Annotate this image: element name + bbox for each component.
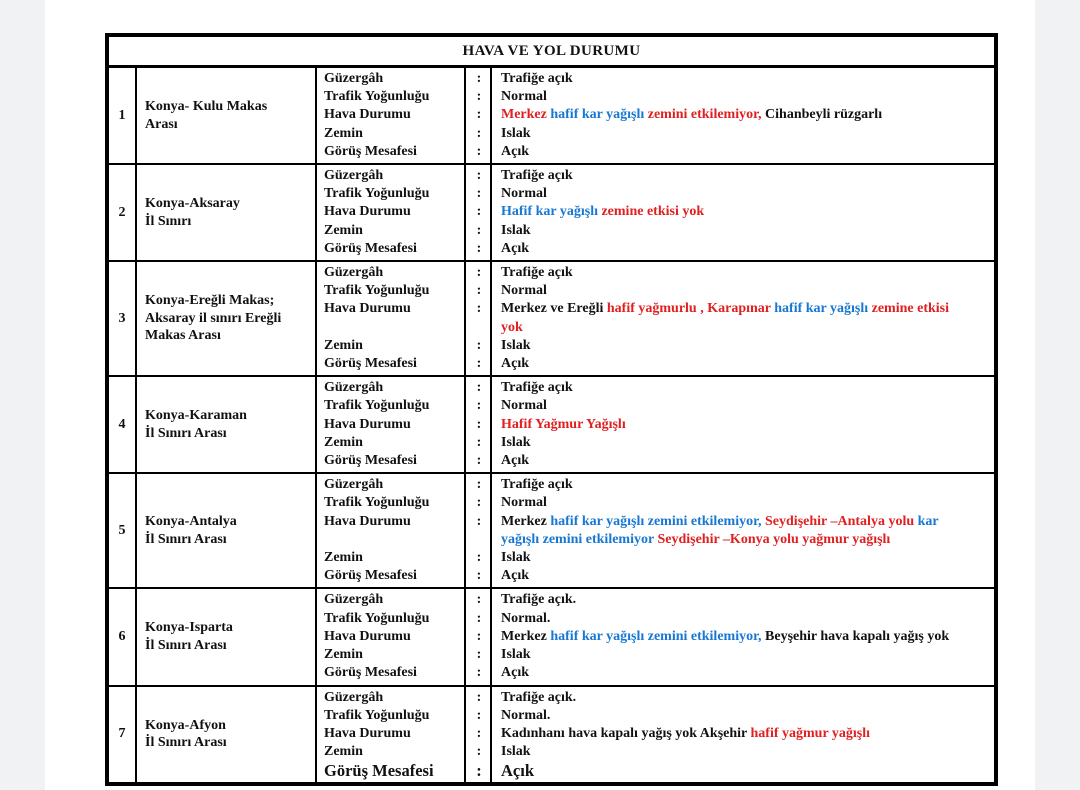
value-segment: Hafif Yağmur Yağışlı (501, 416, 626, 432)
detail-label: Hava Durumu (324, 204, 411, 220)
detail-value (492, 549, 994, 567)
colon-separator: : (476, 240, 482, 256)
route-name-line: İl Sınırı (145, 213, 192, 229)
detail-line (317, 337, 994, 355)
detail-line (317, 70, 994, 88)
route-name-line: Aksaray il sınırı Ereğli (145, 310, 282, 326)
row-number: 2 (109, 165, 137, 260)
value-segment: Normal (501, 186, 547, 202)
detail-value (492, 222, 994, 240)
detail-value (492, 106, 994, 124)
column-divider (464, 68, 466, 163)
detail-label: Güzergâh (324, 71, 384, 86)
detail-value (492, 761, 994, 780)
detail-value (492, 707, 994, 725)
detail-label: Görüş Mesafesi (324, 761, 434, 781)
detail-value (492, 88, 994, 106)
weather-road-table (105, 33, 998, 786)
column-divider (490, 474, 492, 587)
value-segment: Islak (501, 550, 531, 566)
colon-separator: : (476, 707, 482, 723)
value-segment: Açık (501, 240, 529, 256)
route-name-line: Konya-Karaman (145, 408, 247, 424)
column-divider (464, 474, 466, 587)
detail-value (492, 337, 994, 355)
value-segment: Açık (501, 143, 529, 159)
detail-value (492, 476, 994, 494)
detail-label: Güzergâh (324, 265, 384, 281)
colon-separator: : (476, 71, 482, 86)
column-divider (490, 589, 492, 684)
colon-separator: : (476, 89, 482, 105)
colon-separator: : (476, 265, 482, 281)
detail-line (317, 707, 994, 725)
value-segment: Açık (501, 761, 534, 781)
value-segment: Merkez ve Ereğli (501, 301, 607, 317)
value-segment: Trafiğe açık (501, 380, 573, 396)
route-name (137, 165, 317, 260)
value-segment: Trafiğe açık (501, 265, 573, 281)
detail-line (317, 397, 994, 415)
detail-value (492, 646, 994, 664)
colon-separator: : (476, 398, 482, 414)
detail-label: Güzergâh (324, 168, 384, 184)
detail-line (317, 167, 994, 185)
detail-label: Zemin (324, 550, 363, 566)
detail-line (317, 106, 994, 124)
column-divider (464, 589, 466, 684)
route-name-line: İl Sınırı Arası (145, 425, 227, 441)
colon-separator: : (476, 107, 482, 123)
route-name-line: İl Sınırı Arası (145, 735, 227, 751)
detail-line (317, 761, 994, 780)
document-page (45, 0, 1035, 790)
value-segment: Normal. (501, 707, 551, 723)
value-segment: yok (501, 319, 523, 335)
table-row (109, 68, 994, 165)
detail-label: Güzergâh (324, 477, 384, 493)
detail-line (317, 567, 994, 585)
detail-label: Hava Durumu (324, 725, 411, 741)
detail-value (492, 264, 994, 282)
value-segment: hafif kar yağışlı (774, 301, 872, 317)
route-name-line: İl Sınırı Arası (145, 531, 227, 547)
column-divider (464, 377, 466, 472)
detail-value (492, 300, 994, 336)
route-name-line: Konya-Afyon (145, 717, 226, 733)
detail-line (317, 282, 994, 300)
detail-value (492, 725, 994, 743)
detail-label: Güzergâh (324, 689, 384, 705)
route-name-line: Konya-Ereğli Makas; (145, 293, 275, 309)
detail-line (317, 240, 994, 258)
colon-separator: : (476, 665, 482, 681)
detail-line (317, 452, 994, 470)
table-row (109, 262, 994, 377)
detail-value (492, 434, 994, 452)
value-segment: Merkez (501, 628, 551, 644)
row-details (317, 687, 994, 783)
row-number: 7 (109, 687, 137, 783)
detail-label: Zemin (324, 647, 363, 663)
detail-label: Hava Durumu (324, 416, 411, 432)
detail-value (492, 513, 994, 549)
column-divider (464, 262, 466, 375)
value-segment: hafif yağmur yağışlı (750, 725, 871, 741)
detail-value (492, 743, 994, 761)
table-title: HAVA VE YOL DURUMU (109, 37, 994, 68)
colon-separator: : (476, 647, 482, 663)
detail-value (492, 628, 994, 646)
detail-value (492, 185, 994, 203)
value-segment: Seydişehir –Antalya yolu (761, 513, 918, 529)
colon-separator: : (476, 283, 482, 299)
colon-separator: : (476, 434, 482, 450)
row-number: 6 (109, 589, 137, 684)
detail-value (492, 355, 994, 373)
row-number: 4 (109, 377, 137, 472)
colon-separator: : (476, 495, 482, 511)
column-divider (464, 687, 466, 783)
row-number: 3 (109, 262, 137, 375)
detail-label: Görüş Mesafesi (324, 453, 417, 469)
detail-label: Zemin (324, 434, 363, 450)
detail-line (317, 416, 994, 434)
detail-label: Görüş Mesafesi (324, 665, 417, 681)
detail-label: Zemin (324, 337, 363, 353)
detail-value (492, 240, 994, 258)
value-segment: Islak (501, 744, 531, 760)
route-name (137, 687, 317, 783)
value-segment: Islak (501, 434, 531, 450)
colon-separator: : (476, 761, 482, 781)
colon-separator: : (476, 725, 482, 741)
detail-line (317, 591, 994, 609)
table-row (109, 474, 994, 589)
detail-line (317, 689, 994, 707)
detail-value (492, 143, 994, 161)
colon-separator: : (476, 744, 482, 760)
value-segment: hafif kar yağışlı zemini etkilemiyor, (550, 513, 762, 529)
detail-label: Görüş Mesafesi (324, 356, 417, 372)
value-segment: Hafif kar yağışlı (501, 204, 602, 220)
value-segment: Normal (501, 89, 547, 105)
detail-line (317, 646, 994, 664)
value-segment: Merkez (501, 107, 551, 123)
detail-line (317, 125, 994, 143)
colon-separator: : (476, 301, 482, 317)
detail-line (317, 725, 994, 743)
row-details (317, 474, 994, 587)
detail-line (317, 434, 994, 452)
detail-value (492, 452, 994, 470)
detail-line (317, 379, 994, 397)
route-name-line: Konya-Antalya (145, 514, 237, 530)
value-segment: Açık (501, 453, 529, 469)
row-details (317, 377, 994, 472)
table-row (109, 589, 994, 686)
detail-line (317, 222, 994, 240)
row-details (317, 68, 994, 163)
column-divider (490, 68, 492, 163)
detail-line (317, 355, 994, 373)
detail-label: Zemin (324, 125, 363, 141)
value-segment: zemine etkisi (871, 301, 949, 317)
colon-separator: : (476, 356, 482, 372)
value-segment: Trafiğe açık (501, 71, 573, 86)
table-row (109, 165, 994, 262)
detail-label: Hava Durumu (324, 301, 411, 317)
row-number: 1 (109, 68, 137, 163)
value-segment: Merkez (501, 513, 551, 529)
detail-value (492, 282, 994, 300)
detail-value (492, 397, 994, 415)
row-details (317, 589, 994, 684)
route-name (137, 474, 317, 587)
route-name-line: Konya-Isparta (145, 620, 233, 636)
detail-value (492, 567, 994, 585)
detail-line (317, 628, 994, 646)
colon-separator: : (476, 168, 482, 184)
detail-label: Hava Durumu (324, 628, 411, 644)
detail-label: Trafik Yoğunluğu (324, 89, 430, 105)
value-segment: zemine etkisi yok (601, 204, 705, 220)
detail-line (317, 549, 994, 567)
detail-value (492, 167, 994, 185)
column-divider (490, 687, 492, 783)
detail-line (317, 143, 994, 161)
value-segment: Islak (501, 647, 531, 663)
route-name (137, 589, 317, 684)
colon-separator: : (476, 186, 482, 202)
route-name-line: Konya- Kulu Makas (145, 99, 268, 114)
detail-label: Trafik Yoğunluğu (324, 186, 430, 202)
value-segment: Trafiğe açık (501, 168, 573, 184)
detail-label: Görüş Mesafesi (324, 568, 417, 584)
route-name-line: Konya-Aksaray (145, 196, 240, 212)
colon-separator: : (476, 125, 482, 141)
value-segment: Kadınhanı hava kapalı yağış yok Akşehir (501, 725, 751, 741)
detail-label: Trafik Yoğunluğu (324, 707, 430, 723)
detail-line (317, 610, 994, 628)
table-row (109, 687, 994, 783)
colon-separator: : (476, 143, 482, 159)
detail-value (492, 379, 994, 397)
column-divider (464, 165, 466, 260)
value-segment: Trafiğe açık (501, 477, 573, 493)
column-divider (490, 262, 492, 375)
detail-label: Trafik Yoğunluğu (324, 398, 430, 414)
value-segment: Trafiğe açık. (501, 592, 577, 608)
detail-label: Trafik Yoğunluğu (324, 283, 430, 299)
value-segment: Normal. (501, 610, 551, 626)
colon-separator: : (476, 513, 482, 529)
route-name (137, 68, 317, 163)
column-divider (490, 165, 492, 260)
colon-separator: : (476, 380, 482, 396)
value-segment: kar (917, 513, 939, 529)
detail-label: Görüş Mesafesi (324, 240, 417, 256)
route-name-line: Arası (145, 116, 178, 132)
detail-label: Hava Durumu (324, 513, 411, 529)
route-name (137, 262, 317, 375)
table-row (109, 377, 994, 474)
value-segment: Beyşehir hava kapalı yağış yok (761, 628, 950, 644)
detail-value (492, 664, 994, 682)
detail-label: Hava Durumu (324, 107, 411, 123)
colon-separator: : (476, 477, 482, 493)
value-segment: yağışlı zemini etkilemiyor (501, 531, 658, 547)
value-segment: Seydişehir –Konya yolu yağmur yağışlı (657, 531, 891, 547)
detail-line (317, 513, 994, 549)
colon-separator: : (476, 337, 482, 353)
detail-value (492, 203, 994, 221)
value-segment: Açık (501, 665, 529, 681)
detail-value (492, 591, 994, 609)
route-name-line: Makas Arası (145, 328, 221, 344)
detail-label: Zemin (324, 744, 363, 760)
detail-label: Görüş Mesafesi (324, 143, 417, 159)
detail-label: Zemin (324, 222, 363, 238)
detail-line (317, 203, 994, 221)
value-segment: hafif kar yağışlı zemini etkilemiyor, (550, 628, 762, 644)
detail-value (492, 610, 994, 628)
detail-line (317, 743, 994, 761)
column-divider (490, 377, 492, 472)
route-name (137, 377, 317, 472)
colon-separator: : (476, 628, 482, 644)
row-details (317, 165, 994, 260)
colon-separator: : (476, 592, 482, 608)
detail-line (317, 88, 994, 106)
value-segment: hafif kar yağışlı (550, 107, 648, 123)
value-segment: Normal (501, 283, 547, 299)
value-segment: Islak (501, 222, 531, 238)
colon-separator: : (476, 222, 482, 238)
detail-line (317, 664, 994, 682)
value-segment: Açık (501, 568, 529, 584)
route-name-line: İl Sınırı Arası (145, 637, 227, 653)
colon-separator: : (476, 416, 482, 432)
colon-separator: : (476, 204, 482, 220)
detail-line (317, 494, 994, 512)
colon-separator: : (476, 610, 482, 626)
detail-value (492, 689, 994, 707)
detail-value (492, 416, 994, 434)
detail-label: Trafik Yoğunluğu (324, 495, 430, 511)
row-number: 5 (109, 474, 137, 587)
detail-line (317, 185, 994, 203)
row-details (317, 262, 994, 375)
value-segment: Cihanbeyli rüzgarlı (761, 107, 883, 123)
detail-line (317, 476, 994, 494)
detail-value (492, 70, 994, 88)
colon-separator: : (476, 689, 482, 705)
value-segment: Islak (501, 337, 531, 353)
value-segment: Trafiğe açık. (501, 689, 577, 705)
table-rows (109, 68, 994, 782)
detail-label: Trafik Yoğunluğu (324, 610, 430, 626)
detail-line (317, 300, 994, 336)
detail-value (492, 125, 994, 143)
value-segment: hafif yağmurlu , Karapınar (606, 301, 775, 317)
value-segment: zemini etkilemiyor, (647, 107, 762, 123)
colon-separator: : (476, 568, 482, 584)
detail-label: Güzergâh (324, 592, 384, 608)
colon-separator: : (476, 550, 482, 566)
value-segment: Normal (501, 398, 547, 414)
value-segment: Açık (501, 356, 529, 372)
detail-label: Güzergâh (324, 380, 384, 396)
colon-separator: : (476, 453, 482, 469)
detail-value (492, 494, 994, 512)
detail-line (317, 264, 994, 282)
value-segment: Islak (501, 125, 531, 141)
value-segment: Normal (501, 495, 547, 511)
